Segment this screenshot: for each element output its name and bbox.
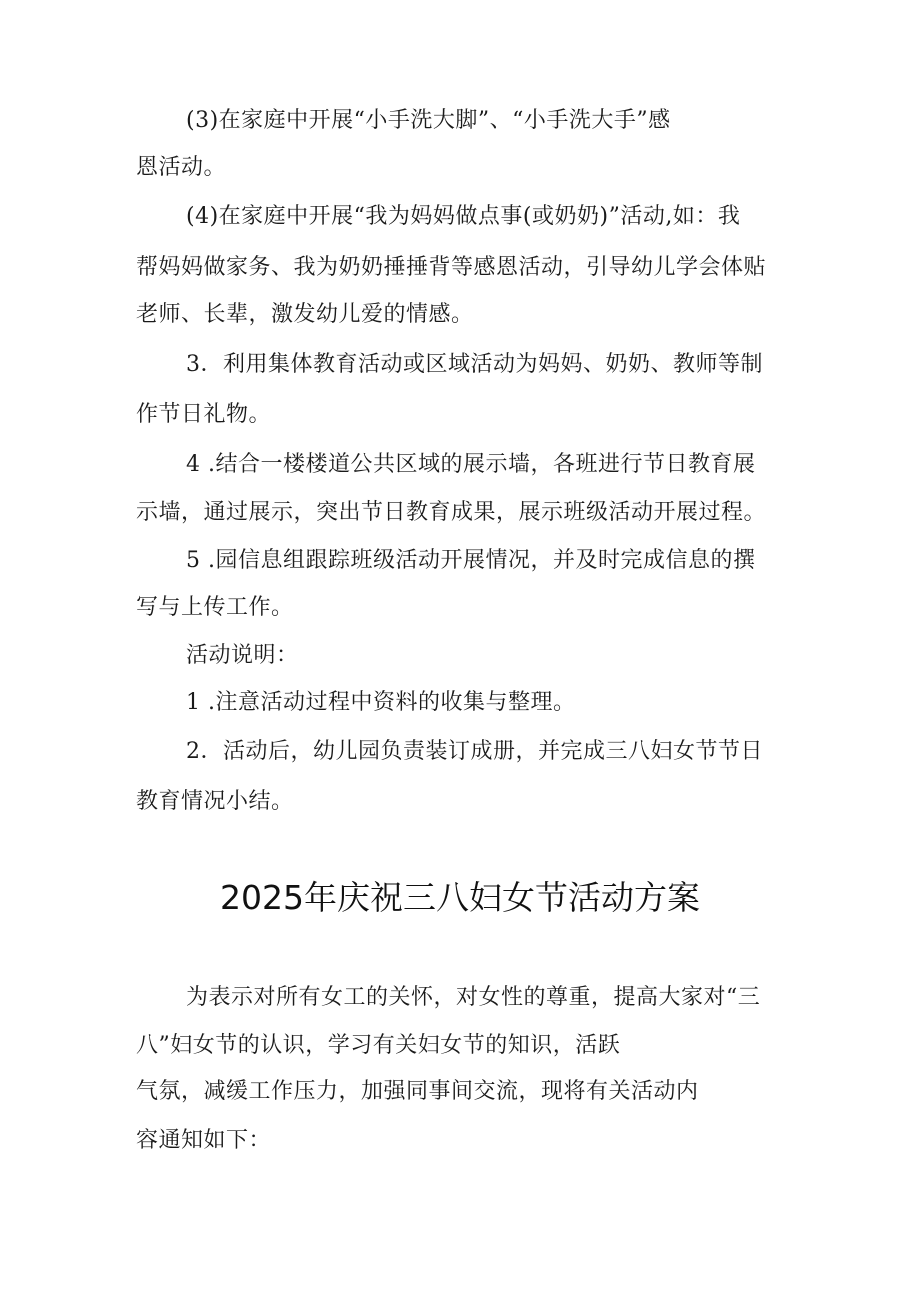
notes-heading: 活动说明： [186,643,299,668]
step-4-line-1: 4 .结合一楼楼道公共区域的展示墙，各班进行节日教育展 [186,452,756,477]
step-5-line-1: 5 .园信息组跟踪班级活动开展情况，并及时完成信息的撰 [186,548,756,573]
item-3-line-2: 恩活动。 [136,155,227,180]
step-5-line-2: 写与上传工作。 [136,595,294,620]
step-3-line-1: 3．利用集体教育活动或区域活动为妈妈、奶奶、教师等制 [186,352,763,377]
item-4-line-3: 老师、长辈，激发幼儿爱的情感。 [136,302,474,327]
step-4-line-2: 示墙，通过展示，突出节日教育成果，展示班级活动开展过程。 [136,500,767,525]
item-4-line-2: 帮妈妈做家务、我为奶奶捶捶背等感恩活动，引导幼儿学会体贴 [136,255,767,280]
note-2-line-1: 2．活动后，幼儿园负责装订成册，并完成三八妇女节节日 [186,739,763,764]
item-4-line-1: (4)在家庭中开展“我为妈妈做点事(或奶奶)”活动,如：我 [186,204,741,229]
intro-line-2: 八”妇女节的认识，学习有关妇女节的知识，活跃 [136,1033,621,1058]
step-3-line-2: 作节日礼物。 [136,402,272,427]
intro-line-3: 气氛，减缓工作压力，加强同事间交流，现将有关活动内 [136,1079,699,1104]
intro-line-4: 容通知如下： [136,1128,272,1153]
intro-line-1: 为表示对所有女工的关怀，对女性的尊重，提高大家对“三 [186,985,761,1010]
note-1: 1 .注意活动过程中资料的收集与整理。 [186,690,576,715]
note-2-line-2: 教育情况小结。 [136,789,294,814]
item-3-line-1: (3)在家庭中开展“小手洗大脚”、“小手洗大手”感 [186,108,671,133]
document-title: 2025年庆祝三八妇女节活动方案 [220,878,700,917]
